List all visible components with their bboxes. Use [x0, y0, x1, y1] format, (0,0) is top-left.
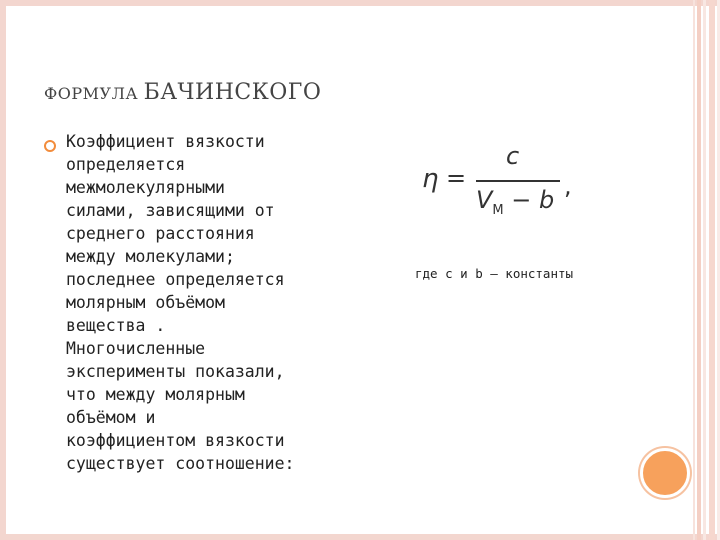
bullet-line: межмолекулярными	[66, 178, 225, 197]
bullet-line: последнее определяется	[66, 270, 285, 289]
title-prefix: ФОРМУЛА	[44, 84, 144, 103]
stripe	[709, 0, 715, 540]
bullet-line: молярным объёмом	[66, 293, 225, 312]
bullet-line: между молекулами;	[66, 247, 235, 266]
bullet-line: эксперименты показали,	[66, 362, 285, 381]
batschinski-formula	[418, 142, 588, 232]
fraction-bar	[476, 180, 560, 182]
bullet-line: объёмом и	[66, 408, 156, 427]
stripe	[703, 0, 706, 540]
bullet-line: вещества .	[66, 316, 166, 335]
formula-denominator	[476, 186, 554, 218]
frame-top-border	[0, 0, 720, 6]
denominator-rest: − b	[503, 186, 555, 214]
bullet-paragraph	[66, 130, 356, 475]
bullet-line: коэффициентом вязкости	[66, 431, 285, 450]
denominator-main: V	[476, 186, 493, 214]
title-main: БАЧИНСКОГО	[143, 80, 322, 105]
orange-circle-icon	[640, 448, 690, 498]
formula-numerator: c	[506, 142, 520, 170]
bullet-line: существует соотношение:	[66, 454, 295, 473]
bullet-line: что между молярным	[66, 385, 245, 404]
formula-equals: =	[446, 164, 467, 192]
frame-left-border	[0, 0, 6, 540]
bullet-line: Коэффициент вязкости	[66, 132, 265, 151]
stripe	[697, 0, 701, 540]
bullet-line: определяется	[66, 155, 186, 174]
formula-lhs: η	[422, 164, 439, 194]
constants-note: где c и b — константы	[415, 266, 574, 281]
stripe	[693, 0, 695, 540]
bullet-line: среднего расстояния	[66, 224, 255, 243]
circle-bullet-icon	[44, 140, 56, 152]
denominator-subscript: M	[492, 202, 504, 218]
frame-bottom-border	[0, 534, 720, 540]
slide-title	[44, 80, 321, 105]
bullet-line: Многочисленные	[66, 339, 206, 358]
formula-comma: ,	[564, 172, 572, 200]
bullet-line: силами, зависящими от	[66, 201, 275, 220]
